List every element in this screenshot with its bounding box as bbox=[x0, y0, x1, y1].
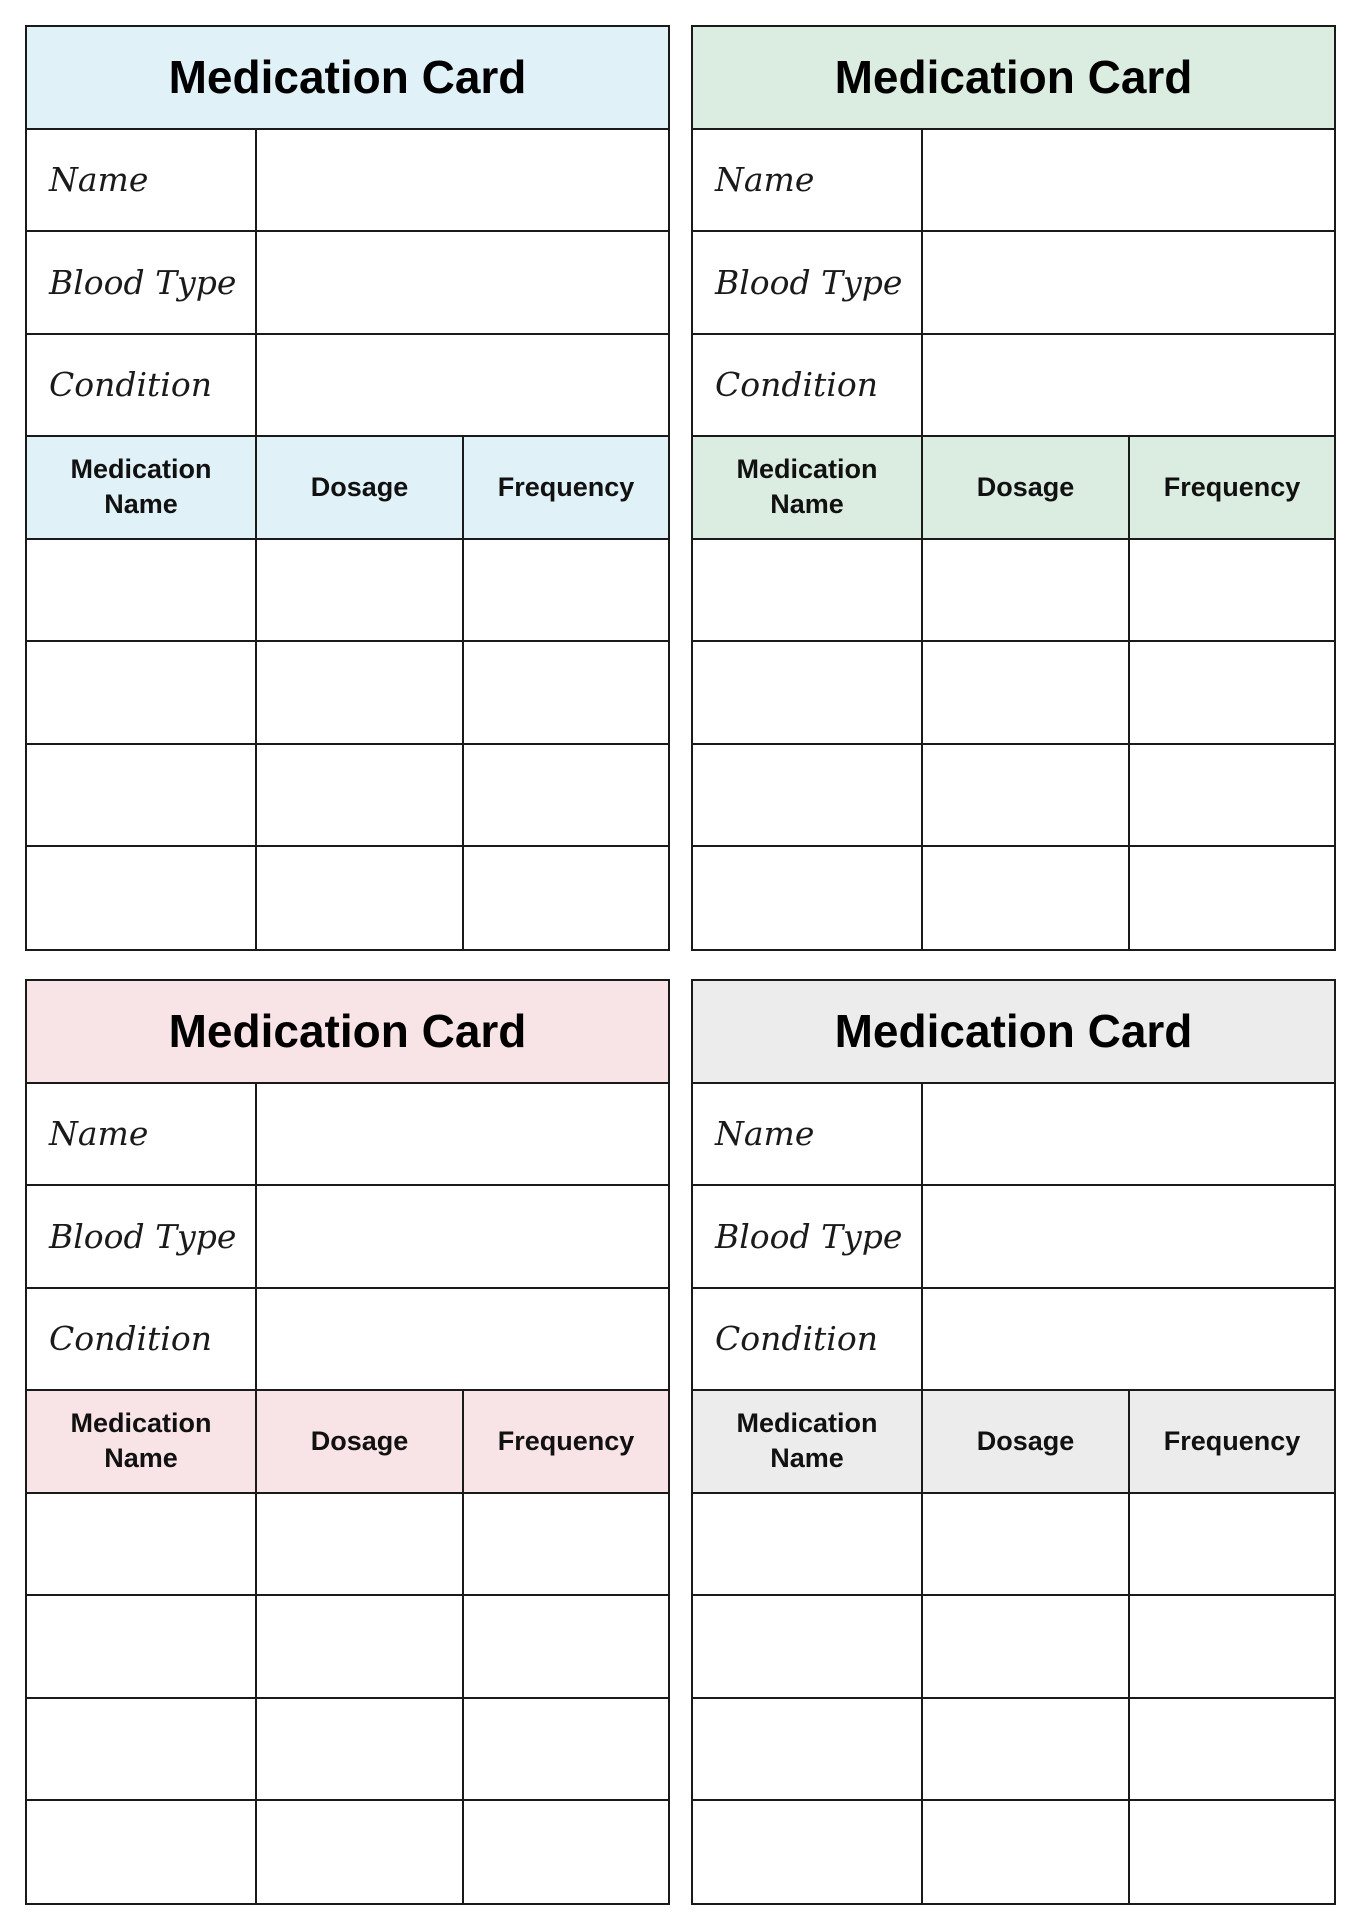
frequency-cell[interactable] bbox=[1129, 1800, 1334, 1903]
medication-row bbox=[27, 744, 668, 847]
blood-type-field[interactable] bbox=[922, 1185, 1334, 1288]
medication-name-cell[interactable] bbox=[27, 744, 256, 847]
dosage-cell[interactable] bbox=[256, 1698, 463, 1801]
dosage-cell[interactable] bbox=[256, 539, 463, 642]
frequency-cell[interactable] bbox=[463, 1595, 668, 1698]
dosage-header: Dosage bbox=[256, 1390, 463, 1493]
frequency-cell[interactable] bbox=[463, 1800, 668, 1903]
medication-row bbox=[693, 1493, 1334, 1596]
blood-type-field[interactable] bbox=[256, 1185, 668, 1288]
dosage-cell[interactable] bbox=[922, 641, 1129, 744]
medication-row bbox=[693, 1595, 1334, 1698]
frequency-cell[interactable] bbox=[463, 1698, 668, 1801]
name-label: Name bbox=[693, 1083, 922, 1186]
medication-name-header-text: Medication Name bbox=[736, 454, 878, 520]
medication-row bbox=[27, 1698, 668, 1801]
condition-label: Condition bbox=[27, 1288, 256, 1391]
medication-name-header bbox=[693, 1390, 922, 1493]
dosage-header: Dosage bbox=[922, 436, 1129, 539]
medication-name-header bbox=[27, 1390, 256, 1493]
medication-row bbox=[27, 1595, 668, 1698]
medication-name-cell[interactable] bbox=[27, 1493, 256, 1596]
medication-card-2 bbox=[691, 25, 1336, 951]
medication-card-1 bbox=[25, 25, 670, 951]
blood-type-field[interactable] bbox=[256, 231, 668, 334]
medication-name-cell[interactable] bbox=[27, 1800, 256, 1903]
medication-name-cell[interactable] bbox=[693, 641, 922, 744]
medication-card-table bbox=[27, 981, 668, 1903]
medication-name-header bbox=[693, 436, 922, 539]
frequency-cell[interactable] bbox=[1129, 744, 1334, 847]
medication-name-cell[interactable] bbox=[27, 1595, 256, 1698]
frequency-cell[interactable] bbox=[463, 641, 668, 744]
medication-name-header-text: Medication Name bbox=[70, 1408, 212, 1474]
medication-name-cell[interactable] bbox=[693, 744, 922, 847]
frequency-cell[interactable] bbox=[1129, 846, 1334, 949]
medication-row bbox=[693, 1698, 1334, 1801]
condition-field[interactable] bbox=[256, 1288, 668, 1391]
frequency-cell[interactable] bbox=[463, 539, 668, 642]
medication-card-table bbox=[27, 27, 668, 949]
name-field[interactable] bbox=[922, 129, 1334, 232]
frequency-cell[interactable] bbox=[463, 846, 668, 949]
dosage-header: Dosage bbox=[256, 436, 463, 539]
condition-label: Condition bbox=[693, 334, 922, 437]
medication-row bbox=[693, 846, 1334, 949]
dosage-cell[interactable] bbox=[256, 641, 463, 744]
dosage-cell[interactable] bbox=[256, 744, 463, 847]
medication-name-cell[interactable] bbox=[27, 641, 256, 744]
medication-name-cell[interactable] bbox=[27, 846, 256, 949]
dosage-cell[interactable] bbox=[922, 539, 1129, 642]
medication-name-cell[interactable] bbox=[27, 539, 256, 642]
card-title: Medication Card bbox=[693, 27, 1334, 129]
medication-card-table bbox=[693, 27, 1334, 949]
medication-card-3 bbox=[25, 979, 670, 1905]
dosage-cell[interactable] bbox=[922, 744, 1129, 847]
name-label: Name bbox=[27, 129, 256, 232]
card-title: Medication Card bbox=[27, 27, 668, 129]
medication-name-cell[interactable] bbox=[693, 846, 922, 949]
name-label: Name bbox=[693, 129, 922, 232]
medication-row bbox=[693, 539, 1334, 642]
blood-type-label: Blood Type bbox=[693, 231, 922, 334]
frequency-cell[interactable] bbox=[1129, 539, 1334, 642]
dosage-cell[interactable] bbox=[922, 846, 1129, 949]
medication-row bbox=[693, 744, 1334, 847]
medication-row bbox=[27, 641, 668, 744]
blood-type-label: Blood Type bbox=[27, 231, 256, 334]
medication-row bbox=[27, 846, 668, 949]
blood-type-label: Blood Type bbox=[693, 1185, 922, 1288]
dosage-cell[interactable] bbox=[256, 1800, 463, 1903]
dosage-cell[interactable] bbox=[256, 1493, 463, 1596]
dosage-cell[interactable] bbox=[922, 1698, 1129, 1801]
name-field[interactable] bbox=[922, 1083, 1334, 1186]
condition-label: Condition bbox=[693, 1288, 922, 1391]
frequency-cell[interactable] bbox=[1129, 1698, 1334, 1801]
dosage-cell[interactable] bbox=[256, 846, 463, 949]
condition-field[interactable] bbox=[922, 1288, 1334, 1391]
frequency-header: Frequency bbox=[1129, 436, 1334, 539]
medication-row bbox=[27, 1493, 668, 1596]
frequency-header: Frequency bbox=[463, 1390, 668, 1493]
frequency-cell[interactable] bbox=[1129, 1493, 1334, 1596]
condition-field[interactable] bbox=[922, 334, 1334, 437]
medication-name-cell[interactable] bbox=[693, 1698, 922, 1801]
medication-row bbox=[27, 539, 668, 642]
medication-name-cell[interactable] bbox=[693, 1800, 922, 1903]
frequency-header: Frequency bbox=[1129, 1390, 1334, 1493]
dosage-cell[interactable] bbox=[922, 1595, 1129, 1698]
blood-type-label: Blood Type bbox=[27, 1185, 256, 1288]
condition-field[interactable] bbox=[256, 334, 668, 437]
dosage-cell[interactable] bbox=[256, 1595, 463, 1698]
frequency-cell[interactable] bbox=[463, 1493, 668, 1596]
frequency-cell[interactable] bbox=[1129, 1595, 1334, 1698]
medication-name-header-text: Medication Name bbox=[70, 454, 212, 520]
name-field[interactable] bbox=[256, 1083, 668, 1186]
condition-label: Condition bbox=[27, 334, 256, 437]
dosage-cell[interactable] bbox=[922, 1493, 1129, 1596]
medication-name-header-text: Medication Name bbox=[736, 1408, 878, 1474]
medication-card-table bbox=[693, 981, 1334, 1903]
medication-name-cell[interactable] bbox=[27, 1698, 256, 1801]
name-label: Name bbox=[27, 1083, 256, 1186]
dosage-cell[interactable] bbox=[922, 1800, 1129, 1903]
frequency-header: Frequency bbox=[463, 436, 668, 539]
medication-name-cell[interactable] bbox=[693, 1493, 922, 1596]
medication-card-4 bbox=[691, 979, 1336, 1905]
name-field[interactable] bbox=[256, 129, 668, 232]
card-title: Medication Card bbox=[693, 981, 1334, 1083]
medication-name-cell[interactable] bbox=[693, 1595, 922, 1698]
frequency-cell[interactable] bbox=[1129, 641, 1334, 744]
medication-name-cell[interactable] bbox=[693, 539, 922, 642]
blood-type-field[interactable] bbox=[922, 231, 1334, 334]
card-title: Medication Card bbox=[27, 981, 668, 1083]
medication-row bbox=[693, 1800, 1334, 1903]
medication-name-header bbox=[27, 436, 256, 539]
frequency-cell[interactable] bbox=[463, 744, 668, 847]
dosage-header: Dosage bbox=[922, 1390, 1129, 1493]
medication-row bbox=[693, 641, 1334, 744]
medication-row bbox=[27, 1800, 668, 1903]
